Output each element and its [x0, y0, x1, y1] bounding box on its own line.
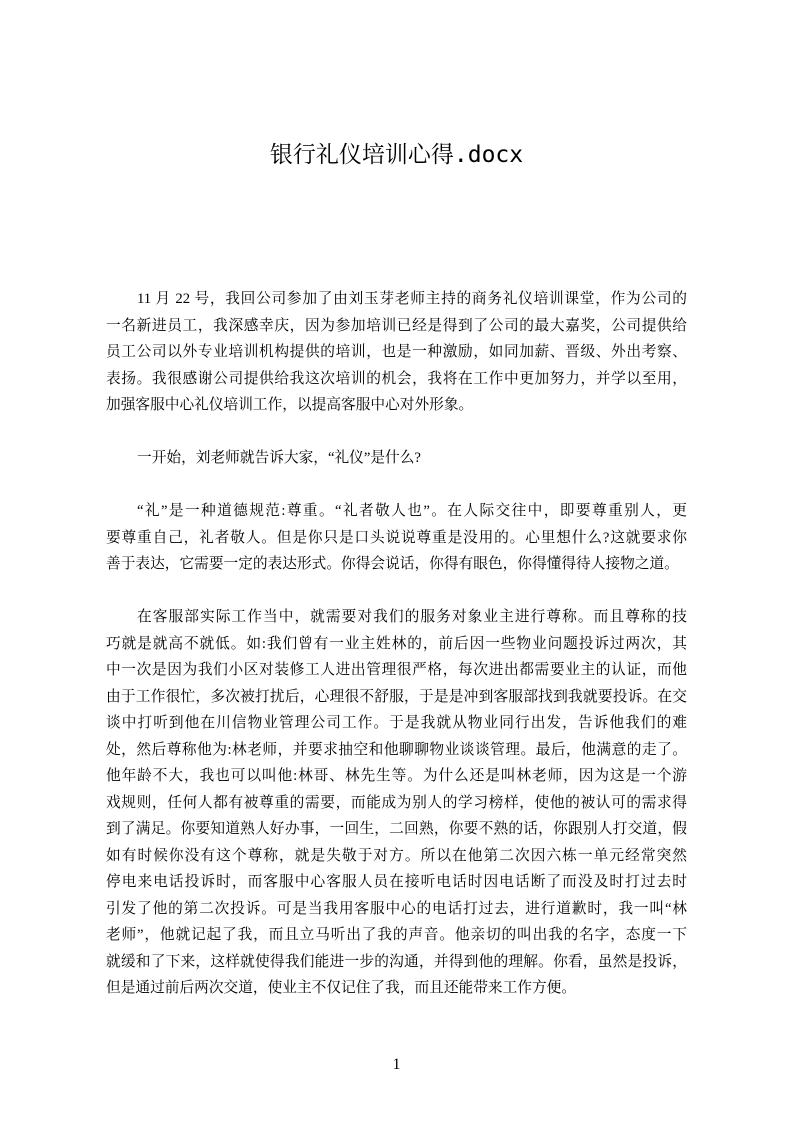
text-line: 谈中打听到他在川信物业管理公司工作。于是我就从物业同行出发，告诉他我们的难 [106, 715, 687, 731]
page-number: 1 [392, 1056, 401, 1073]
text-line: 由于工作很忙，多次被打扰后，心理很不舒服，于是是冲到客服部找到我就要投诉。在交 [106, 688, 687, 705]
text-line: 在客服部实际工作当中，就需要对我们的服务对象业主进行尊称。而且尊称的技 [137, 609, 687, 625]
paragraph-question [106, 445, 687, 472]
document-body [106, 286, 687, 1002]
paragraph-definition [106, 498, 687, 578]
text-line: 就缓和了下来，这样就使得我们能进一步的沟通，并得到他的理解。你看，虽然是投诉， [106, 953, 687, 970]
text-line: 要尊重自己，礼者敬人。但是你只是口头说说尊重是没用的。心里想什么?这就要求你 [106, 529, 687, 546]
text-line: 戏规则，任何人都有被尊重的需要，而能成为别人的学习榜样，使他的被认可的需求得 [106, 794, 687, 811]
document-title: 银行礼仪培训心得.docx [269, 142, 524, 168]
text-line: 引发了他的第二次投诉。可是当我用客服中心的电话打过去，进行道歉时，我一叫“林 [106, 900, 687, 917]
text-line: “礼”是一种道德规范:尊重。“礼者敬人也”。在人际交往中，即要尊重别人，更 [137, 503, 687, 519]
text-line: 老师”，他就记起了我，而且立马听出了我的声音。他亲切的叫出我的名字，态度一下 [106, 927, 687, 943]
text-line: 巧就是就高不就低。如:我们曾有一业主姓林的，前后因一些物业问题投诉过两次，其 [106, 635, 687, 652]
text-line: 停电来电话投诉时，而客服中心客服人员在接听电话时因电话断了而没及时打过去时 [106, 874, 687, 890]
text-line: 表扬。我很感谢公司提供给我这次培训的机会，我将在工作中更加努力，并学以至用， [106, 370, 687, 387]
text-line: 员工公司以外专业培训机构提供的培训，也是一种激励，如同加薪、晋级、外出考察、 [106, 344, 687, 360]
text-line: 处，然后尊称他为:林老师，并要求抽空和他聊聊物业谈谈管理。最后，他满意的走了。 [106, 741, 687, 758]
paragraph-example [106, 604, 687, 1002]
text-line: 加强客服中心礼仪培训工作，以提高客服中心对外形象。 [106, 397, 474, 413]
text-line: 一名新进员工，我深感幸庆，因为参加培训已经是得到了公司的最大嘉奖，公司提供给 [106, 317, 687, 334]
text-line: 如有时候你没有这个尊称，就是失敬于对方。所以在他第二次因六栋一单元经常突然 [106, 847, 687, 864]
text-line: 他年龄不大，我也可以叫他:林哥、林先生等。为什么还是叫林老师，因为这是一个游 [106, 768, 687, 784]
text-line: 一开始，刘老师就告诉大家，“礼仪”是什么? [137, 450, 421, 466]
text-line: 但是通过前后两次交道，使业主不仅记住了我，而且还能带来工作方便。 [106, 980, 577, 996]
paragraph-intro [106, 286, 687, 419]
text-line: 中一次是因为我们小区对装修工人进出管理很严格，每次进出都需要业主的认证，而他 [106, 662, 687, 678]
text-line: 11 月 22 号，我回公司参加了由刘玉芽老师主持的商务礼仪培训课堂，作为公司的 [137, 291, 687, 307]
text-line: 善于表达，它需要一定的表达形式。你得会说话，你得有眼色，你得懂得待人接物之道。 [106, 556, 679, 572]
text-line: 到了满足。你要知道熟人好办事，一回生，二回熟，你要不熟的话，你跟别人打交道，假 [106, 821, 687, 837]
